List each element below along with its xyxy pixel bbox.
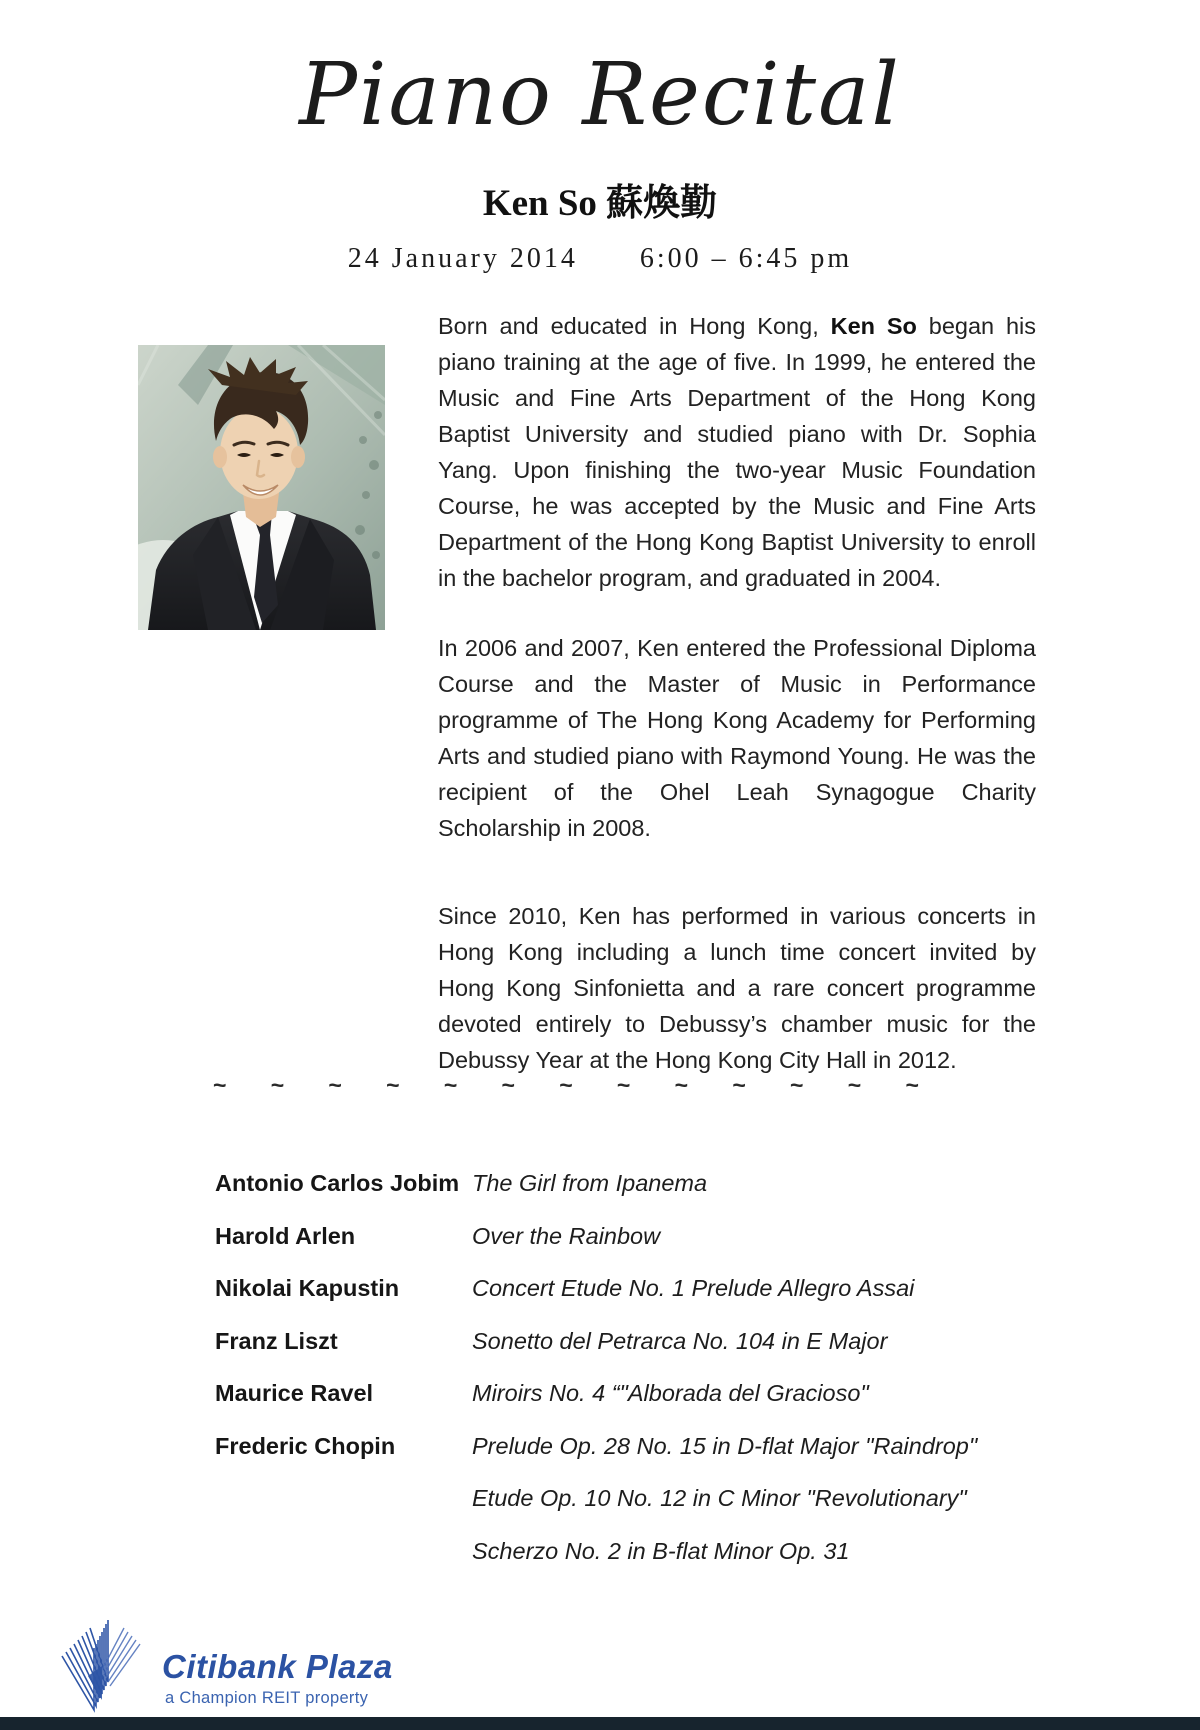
program-row bbox=[215, 1222, 1005, 1249]
tilde: ~ bbox=[501, 1072, 515, 1098]
bio-p1-text-cont: began his piano training at the age of five. In 1999, he entered the Music and Fine Arts Department of the Hong Kong Baptist University and studied piano with Dr. Sophia Yang. Upon finishing the two-year Music Foundation Course, he was accepted by the Music and Fine Arts Department of the Hong Kong Baptist University to enroll in the bachelor program, and graduated in 2004. bbox=[438, 313, 1036, 591]
performer-photo bbox=[138, 345, 385, 630]
composer-name: Antonio Carlos Jobim bbox=[215, 1170, 460, 1196]
piece-title: Miroirs No. 4 “"Alborada del Gracioso" bbox=[472, 1380, 869, 1406]
logo-text-group bbox=[162, 1618, 393, 1708]
bio-paragraph-2: In 2006 and 2007, Ken entered the Professional Diploma Course and the Master of Music in Performance programme of The Hong Kong Academy for Performing Arts and studied piano with Raymond Young. He was the recipient of the Ohel Leah Synagogue Charity Scholarship in 2008. bbox=[438, 635, 1036, 841]
piece-title: Concert Etude No. 1 Prelude Allegro Assai bbox=[472, 1275, 915, 1301]
tilde: ~ bbox=[790, 1072, 804, 1098]
tilde: ~ bbox=[328, 1072, 342, 1098]
composer-name: Harold Arlen bbox=[215, 1222, 356, 1249]
page-title: Piano Recital bbox=[299, 45, 901, 145]
tilde: ~ bbox=[213, 1072, 227, 1098]
bio-paragraph-1 bbox=[438, 308, 1036, 596]
logo-title: Citibank Plaza bbox=[162, 1648, 393, 1685]
citibank-plaza-logo bbox=[58, 1618, 393, 1714]
composer-name: Nikolai Kapustin bbox=[215, 1275, 400, 1301]
tilde: ~ bbox=[674, 1072, 689, 1098]
program-row bbox=[215, 1432, 1005, 1459]
tilde: ~ bbox=[732, 1072, 746, 1098]
program-row bbox=[215, 1537, 1005, 1564]
tilde: ~ bbox=[905, 1072, 919, 1098]
piece-title: Over the Rainbow bbox=[472, 1222, 661, 1249]
tilde: ~ bbox=[847, 1072, 862, 1098]
event-dateline bbox=[0, 243, 1200, 275]
piece-title: Sonetto del Petrarca No. 104 in E Major bbox=[472, 1327, 888, 1354]
program-list bbox=[215, 1172, 1005, 1592]
bio-paragraph-3: Since 2010, Ken has performed in various concerts in Hong Kong including a lunch time concert invited by Hong Kong Sinfonietta and a rare concert programme devoted entirely to Debussy’s chamber music for the Debussy Year at the Hong Kong City Hall in 2012. bbox=[438, 903, 1036, 1073]
bio-p1-bold-name: Ken So bbox=[830, 313, 917, 339]
program-row bbox=[215, 1382, 1005, 1406]
composer-name: Maurice Ravel bbox=[215, 1380, 374, 1406]
piece-title: Prelude Op. 28 No. 15 in D-flat Major "Raindrop" bbox=[472, 1432, 978, 1459]
event-date: 24 January 2014 bbox=[347, 243, 578, 274]
bottom-accent-bar bbox=[0, 1717, 1200, 1730]
portrait-illustration bbox=[138, 345, 385, 630]
piece-title: The Girl from Ipanema bbox=[472, 1170, 708, 1196]
composer-name: Frederic Chopin bbox=[215, 1432, 396, 1459]
performer-name: Ken So 蘇煥勤 bbox=[482, 183, 718, 224]
biography bbox=[438, 308, 1036, 1112]
tilde: ~ bbox=[270, 1072, 285, 1098]
tilde: ~ bbox=[559, 1072, 573, 1098]
tilde-divider bbox=[213, 1072, 919, 1099]
bio-p1-text: Born and educated in Hong Kong, bbox=[438, 313, 831, 339]
event-time: 6:00 – 6:45 pm bbox=[639, 243, 853, 274]
logo-subtitle: a Champion REIT property bbox=[165, 1689, 369, 1707]
composer-name: Franz Liszt bbox=[215, 1327, 338, 1354]
tilde: ~ bbox=[386, 1072, 400, 1098]
piece-title: Etude Op. 10 No. 12 in C Minor "Revolutionary" bbox=[472, 1485, 967, 1511]
tilde: ~ bbox=[616, 1072, 631, 1098]
program-row bbox=[215, 1277, 1005, 1301]
citibank-plaza-fan-icon bbox=[58, 1618, 144, 1714]
program-row bbox=[215, 1487, 1005, 1511]
piece-title: Scherzo No. 2 in B-flat Minor Op. 31 bbox=[472, 1537, 850, 1564]
tilde: ~ bbox=[443, 1072, 458, 1098]
program-row bbox=[215, 1327, 1005, 1354]
program-row bbox=[215, 1172, 1005, 1196]
